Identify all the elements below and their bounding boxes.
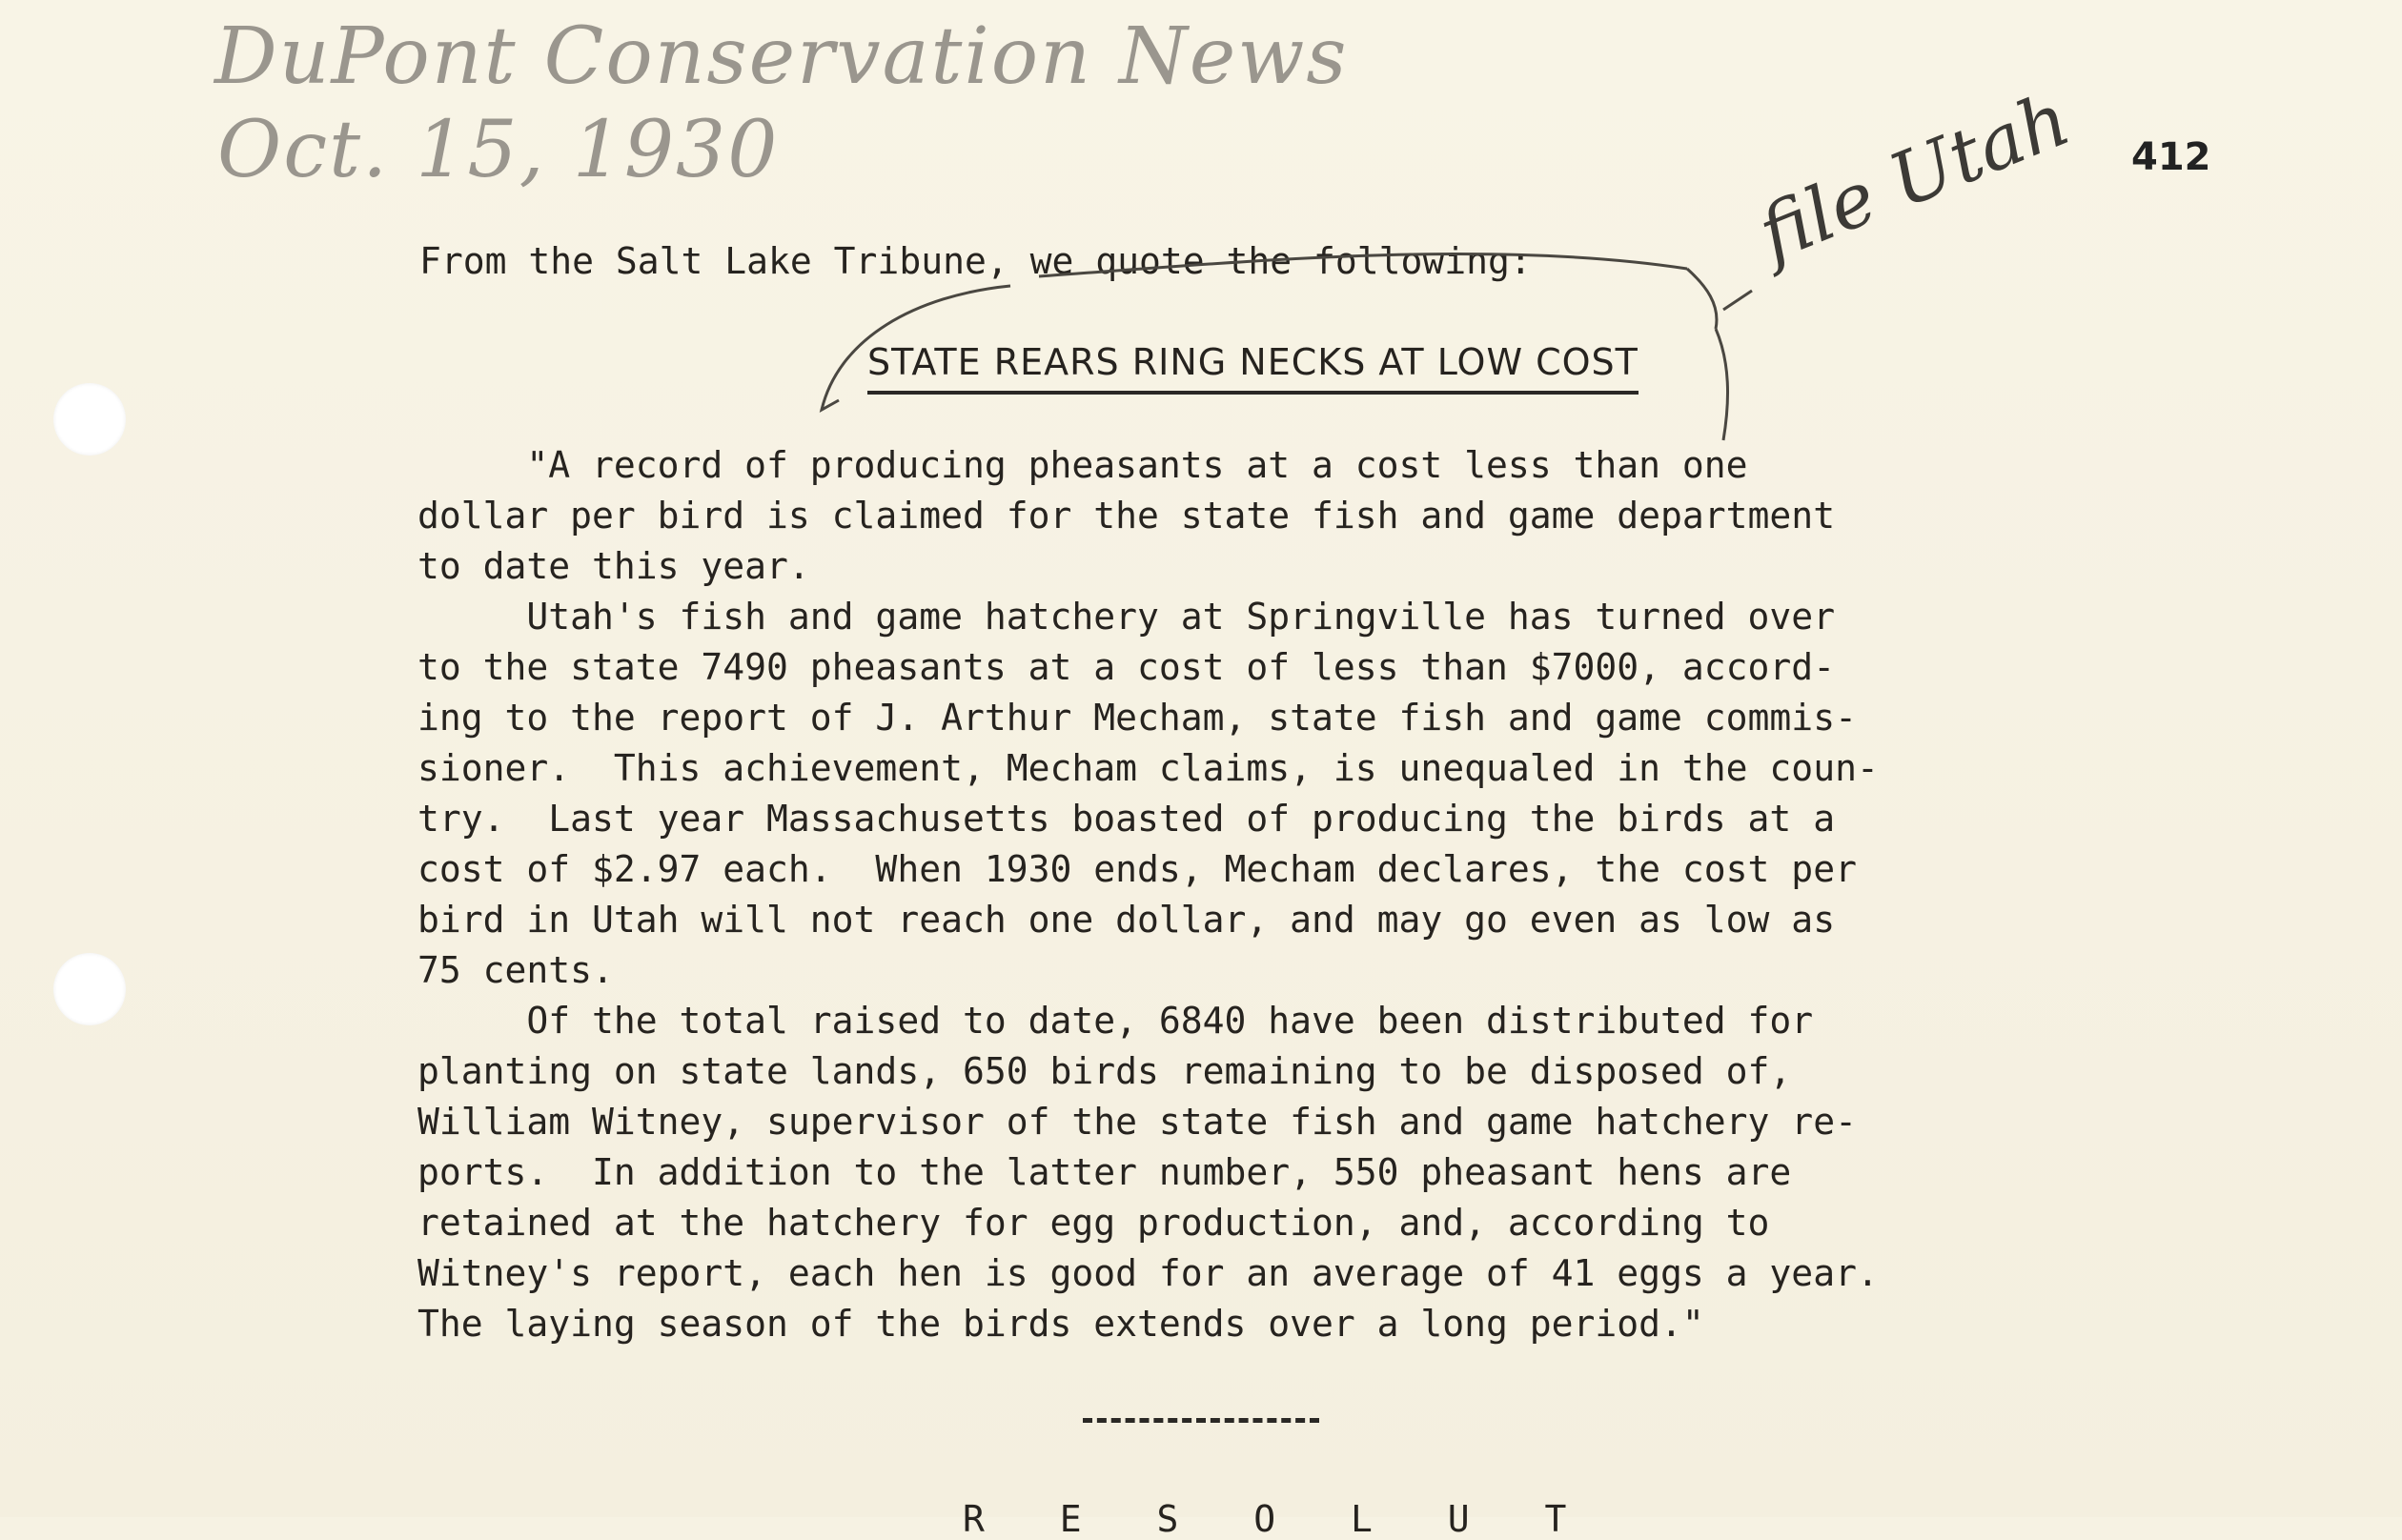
article-line: try. Last year Massachusetts boasted of producing the birds at a: [417, 798, 1836, 840]
article-line: ing to the report of J. Arthur Mecham, state fish and game commis-: [417, 697, 1857, 739]
section-divider: [1083, 1418, 1319, 1423]
article-line: cost of $2.97 each. When 1930 ends, Mecham declares, the cost per: [417, 848, 1857, 890]
next-section-heading: R E S O L U T: [963, 1498, 1594, 1540]
article-body: [417, 440, 2038, 1349]
handwritten-file-note: file Utah: [1747, 76, 2082, 278]
article-line: to date this year.: [417, 545, 810, 587]
article-headline: STATE REARS RING NECKS AT LOW COST: [867, 341, 1639, 395]
article-line: planting on state lands, 650 birds remaining to be disposed of,: [417, 1050, 1792, 1092]
article-line: Witney's report, each hen is good for an average of 41 eggs a year.: [417, 1252, 1879, 1294]
article-line: William Witney, supervisor of the state fish and game hatchery re-: [417, 1101, 1857, 1143]
article-line: Utah's fish and game hatchery at Springville has turned over: [417, 596, 1836, 638]
intro-line: From the Salt Lake Tribune, we quote the following:: [419, 240, 1532, 282]
article-line: bird in Utah will not reach one dollar, and may go even as low as: [417, 899, 1836, 941]
article-line: retained at the hatchery for egg production, and, according to: [417, 1202, 1770, 1244]
article-line: 75 cents.: [417, 949, 614, 991]
article-line: dollar per bird is claimed for the state fish and game department: [417, 495, 1836, 537]
article-line: "A record of producing pheasants at a cost less than one: [417, 444, 1748, 486]
article-line: Of the total raised to date, 6840 have been distributed for: [417, 1000, 1814, 1042]
article-line: The laying season of the birds extends over a long period.": [417, 1303, 1704, 1345]
handwritten-source-note: DuPont Conservation News: [214, 11, 1349, 102]
article-line: sioner. This achievement, Mecham claims, is unequaled in the coun-: [417, 747, 1879, 789]
handwritten-date-note: Oct. 15, 1930: [217, 105, 780, 195]
page-number: 412: [2131, 135, 2211, 179]
article-line: to the state 7490 pheasants at a cost of less than $7000, accord-: [417, 646, 1836, 688]
article-line: ports. In addition to the latter number, 550 pheasant hens are: [417, 1151, 1792, 1193]
